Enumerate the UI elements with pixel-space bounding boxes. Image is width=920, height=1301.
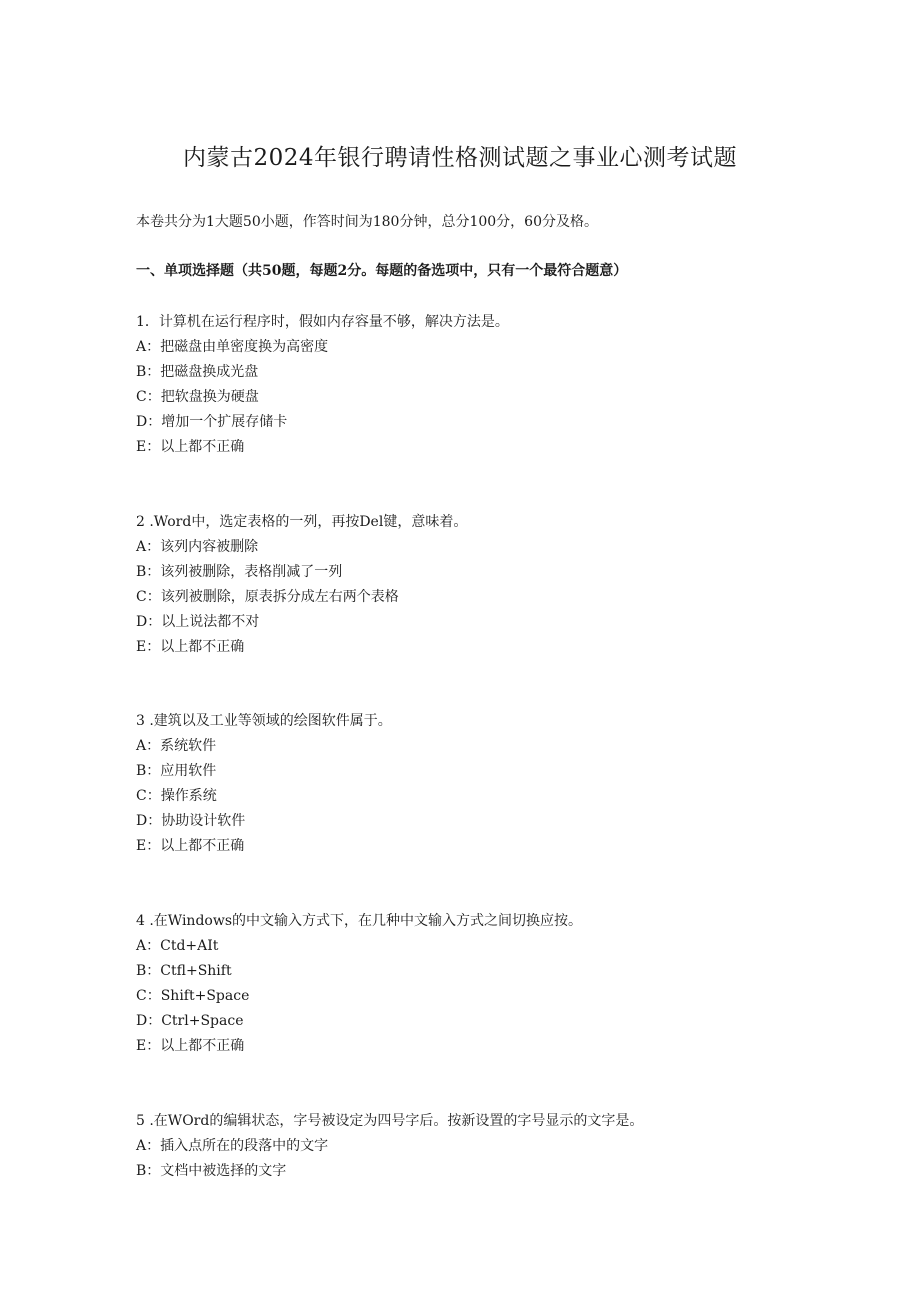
question-4: [136, 909, 836, 1059]
option-a: A：系统软件: [136, 738, 217, 754]
option-a: A：Ctd+AIt: [136, 938, 219, 954]
question-5: [136, 1109, 836, 1184]
option-c: C：操作系统: [136, 788, 217, 804]
option-e: E：以上都不正确: [136, 838, 245, 854]
question-stem: 5 .在WOrd的编辑状态，字号被设定为四号字后。按新设置的字号显示的文字是。: [136, 1113, 644, 1129]
option-a: A：该列内容被删除: [136, 539, 259, 555]
option-b: B：Ctfl+Shift: [136, 963, 232, 979]
option-d: D：以上说法都不对: [136, 614, 260, 630]
option-d: D：增加一个扩展存储卡: [136, 414, 288, 430]
page-title: 内蒙古2024年银行聘请性格测试题之事业心测考试题: [182, 145, 738, 171]
exam-intro: 本卷共分为1大题50小题，作答时间为180分钟，总分100分，60分及格。: [136, 214, 598, 230]
option-c: C：Shift+Space: [136, 988, 250, 1004]
question-stem: 4 .在Windows的中文输入方式下，在几种中文输入方式之间切换应按。: [136, 913, 583, 929]
option-b: B：应用软件: [136, 763, 217, 779]
option-e: E：以上都不正确: [136, 639, 245, 655]
option-b: B：文档中被选择的文字: [136, 1163, 287, 1179]
question-stem: 3 .建筑以及工业等领域的绘图软件属于。: [136, 713, 392, 729]
option-a: A：把磁盘由单密度换为高密度: [136, 339, 329, 355]
option-d: D：协助设计软件: [136, 813, 246, 829]
question-stem: 2 .Word中，选定表格的一列，再按Del键，意味着。: [136, 514, 468, 530]
option-d: D：Ctrl+Space: [136, 1013, 244, 1029]
option-b: B：把磁盘换成光盘: [136, 364, 259, 380]
option-e: E：以上都不正确: [136, 1038, 245, 1054]
question-1: [136, 310, 836, 460]
option-b: B：该列被删除，表格削减了一列: [136, 564, 343, 580]
question-3: [136, 709, 836, 859]
section-heading: 一、单项选择题（共50题，每题2分。每题的备选项中，只有一个最符合题意）: [136, 263, 628, 279]
option-c: C：把软盘换为硬盘: [136, 389, 259, 405]
option-c: C：该列被删除，原表拆分成左右两个表格: [136, 589, 399, 605]
option-e: E：以上都不正确: [136, 439, 245, 455]
question-stem: 1．计算机在运行程序时，假如内存容量不够，解决方法是。: [136, 314, 509, 330]
question-2: [136, 510, 836, 660]
option-a: A：插入点所在的段落中的文字: [136, 1138, 329, 1154]
